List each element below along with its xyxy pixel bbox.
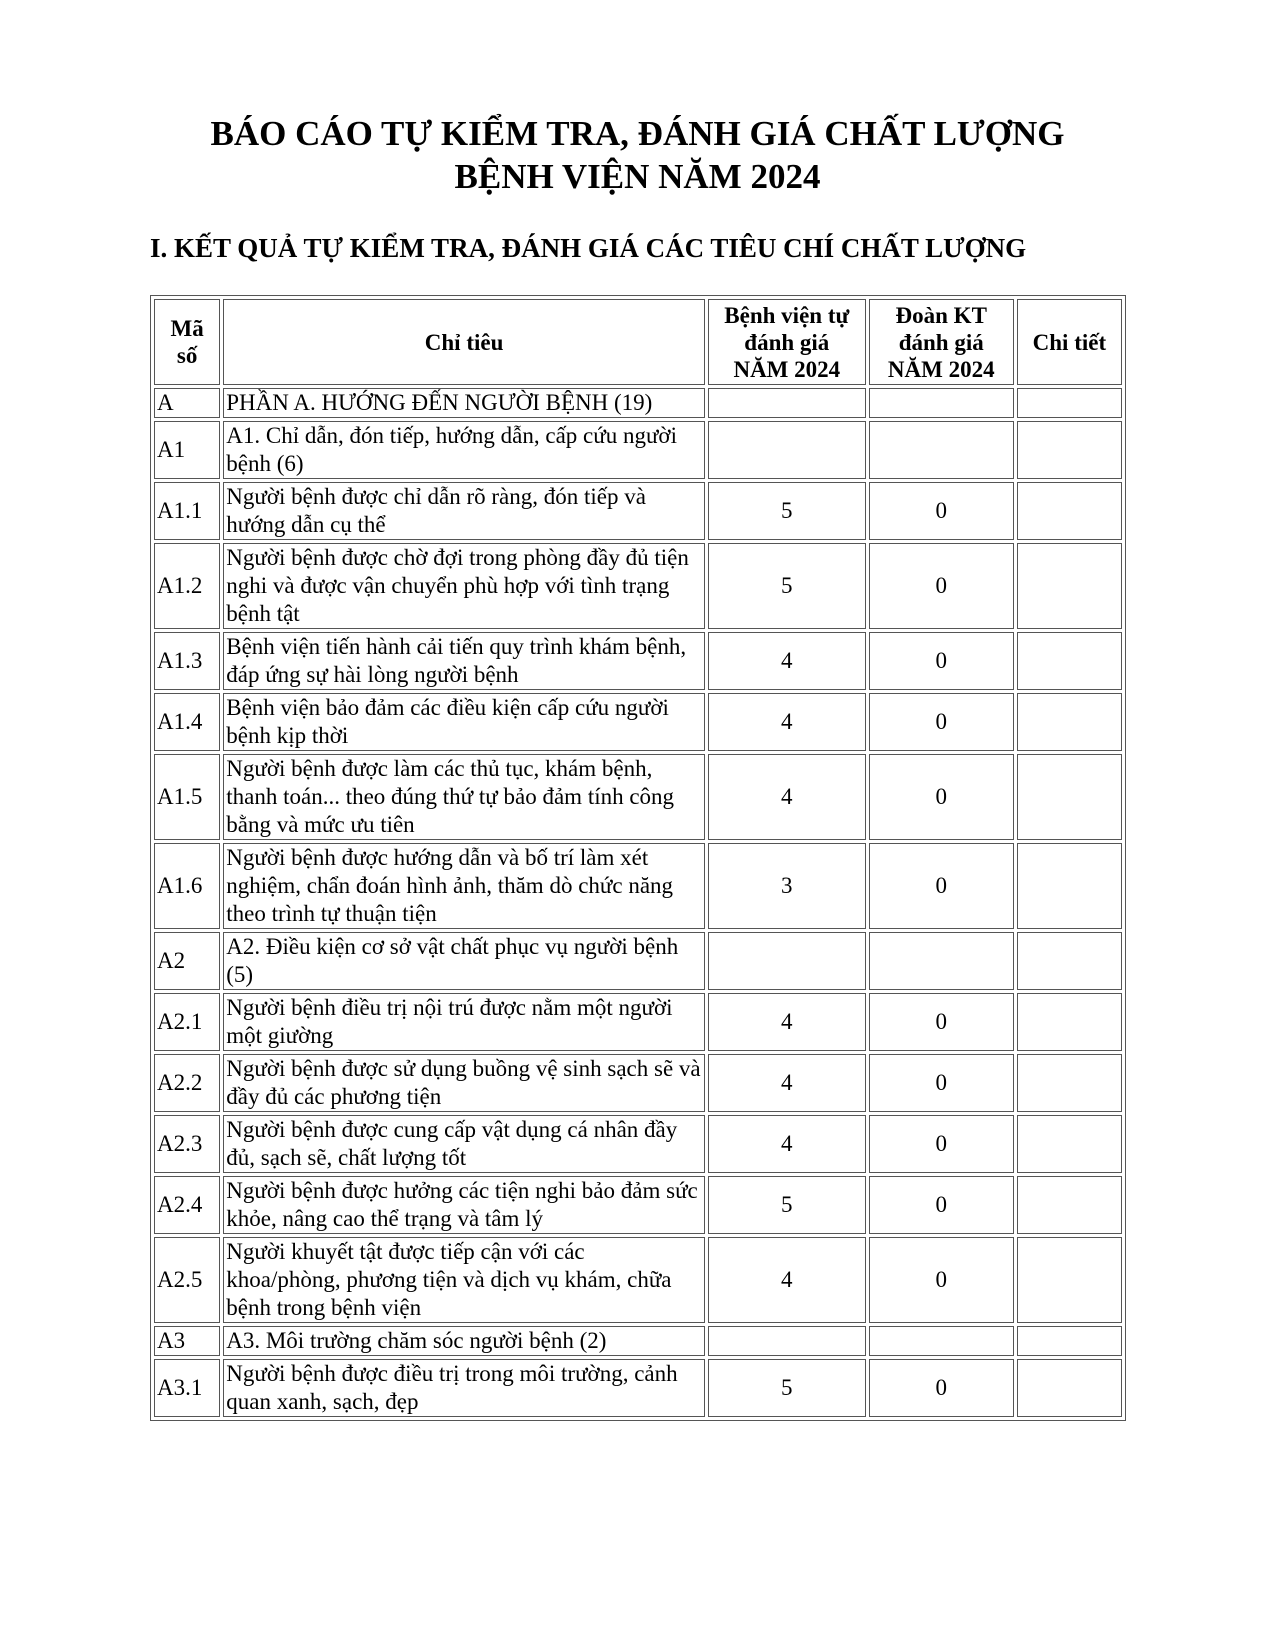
- team-evaluation-score: 0: [869, 754, 1014, 840]
- criterion-code: A1.5: [154, 754, 220, 840]
- detail-cell: [1017, 482, 1122, 540]
- criterion-text: Người bệnh điều trị nội trú được nằm một người một giường: [223, 993, 705, 1051]
- criterion-text: Người bệnh được điều trị trong môi trường, cảnh quan xanh, sạch, đẹp: [223, 1359, 705, 1417]
- self-evaluation-score: 4: [708, 1115, 866, 1173]
- detail-cell: [1017, 421, 1122, 479]
- self-evaluation-score: 3: [708, 843, 866, 929]
- criterion-code: A2: [154, 932, 220, 990]
- team-evaluation-score: 0: [869, 1054, 1014, 1112]
- criterion-code: A1.2: [154, 543, 220, 629]
- self-evaluation-score: 5: [708, 1176, 866, 1234]
- self-evaluation-score: 5: [708, 1359, 866, 1417]
- detail-cell: [1017, 993, 1122, 1051]
- detail-cell: [1017, 543, 1122, 629]
- detail-cell: [1017, 932, 1122, 990]
- self-evaluation-score: 5: [708, 482, 866, 540]
- criterion-code: A2.4: [154, 1176, 220, 1234]
- criterion-text: Người khuyết tật được tiếp cận với các khoa/phòng, phương tiện và dịch vụ khám, chữa bệnh trong bệnh viện: [223, 1237, 705, 1323]
- team-evaluation-score: 0: [869, 843, 1014, 929]
- criterion-code: A2.5: [154, 1237, 220, 1323]
- header-code: Mã số: [154, 299, 220, 385]
- table-row: [154, 1237, 1122, 1323]
- self-evaluation-score: 4: [708, 754, 866, 840]
- header-self-evaluation: Bệnh viện tự đánh giá NĂM 2024: [708, 299, 866, 385]
- detail-cell: [1017, 1326, 1122, 1356]
- criterion-code: A2.1: [154, 993, 220, 1051]
- self-evaluation-score: 4: [708, 632, 866, 690]
- team-evaluation-score: 0: [869, 993, 1014, 1051]
- detail-cell: [1017, 1359, 1122, 1417]
- header-row: [154, 299, 1122, 385]
- detail-cell: [1017, 754, 1122, 840]
- detail-cell: [1017, 693, 1122, 751]
- self-evaluation-score: 4: [708, 993, 866, 1051]
- table-row: [154, 693, 1122, 751]
- detail-cell: [1017, 632, 1122, 690]
- table-row: [154, 1326, 1122, 1356]
- team-evaluation-score: 0: [869, 482, 1014, 540]
- criterion-text: Người bệnh được hưởng các tiện nghi bảo đảm sức khỏe, nâng cao thể trạng và tâm lý: [223, 1176, 705, 1234]
- team-evaluation-score: 0: [869, 1176, 1014, 1234]
- criterion-code: A1: [154, 421, 220, 479]
- team-evaluation-score: [869, 1326, 1014, 1356]
- criterion-text: Người bệnh được chờ đợi trong phòng đầy đủ tiện nghi và được vận chuyển phù hợp với tình trạng bệnh tật: [223, 543, 705, 629]
- table-row: [154, 843, 1122, 929]
- header-team-evaluation: Đoàn KT đánh giá NĂM 2024: [869, 299, 1014, 385]
- table-row: [154, 1054, 1122, 1112]
- criterion-code: A2.2: [154, 1054, 220, 1112]
- self-evaluation-score: 4: [708, 1237, 866, 1323]
- team-evaluation-score: 0: [869, 632, 1014, 690]
- table-row: [154, 993, 1122, 1051]
- criterion-text: Bệnh viện bảo đảm các điều kiện cấp cứu người bệnh kịp thời: [223, 693, 705, 751]
- table-row: [154, 421, 1122, 479]
- detail-cell: [1017, 388, 1122, 418]
- criterion-code: A3: [154, 1326, 220, 1356]
- team-evaluation-score: [869, 388, 1014, 418]
- criterion-text: Bệnh viện tiến hành cải tiến quy trình khám bệnh, đáp ứng sự hài lòng người bệnh: [223, 632, 705, 690]
- criteria-table: [150, 295, 1126, 1421]
- table-row: [154, 388, 1122, 418]
- criterion-text: Người bệnh được cung cấp vật dụng cá nhân đầy đủ, sạch sẽ, chất lượng tốt: [223, 1115, 705, 1173]
- table-row: [154, 1359, 1122, 1417]
- self-evaluation-score: 4: [708, 1054, 866, 1112]
- table-row: [154, 543, 1122, 629]
- criterion-text: PHẦN A. HƯỚNG ĐẾN NGƯỜI BỆNH (19): [223, 388, 705, 418]
- detail-cell: [1017, 1237, 1122, 1323]
- detail-cell: [1017, 843, 1122, 929]
- team-evaluation-score: 0: [869, 1237, 1014, 1323]
- table-row: [154, 932, 1122, 990]
- self-evaluation-score: 4: [708, 693, 866, 751]
- self-evaluation-score: [708, 932, 866, 990]
- team-evaluation-score: 0: [869, 693, 1014, 751]
- team-evaluation-score: 0: [869, 1115, 1014, 1173]
- table-row: [154, 632, 1122, 690]
- header-detail: Chi tiết: [1017, 299, 1122, 385]
- self-evaluation-score: [708, 421, 866, 479]
- criterion-code: A1.1: [154, 482, 220, 540]
- criterion-text: Người bệnh được hướng dẫn và bố trí làm xét nghiệm, chẩn đoán hình ảnh, thăm dò chức năng theo trình tự thuận tiện: [223, 843, 705, 929]
- self-evaluation-score: [708, 388, 866, 418]
- table-row: [154, 1115, 1122, 1173]
- criterion-text: Người bệnh được chỉ dẫn rõ ràng, đón tiếp và hướng dẫn cụ thể: [223, 482, 705, 540]
- header-criterion: Chỉ tiêu: [223, 299, 705, 385]
- table-row: [154, 1176, 1122, 1234]
- section-heading: I. KẾT QUẢ TỰ KIỂM TRA, ĐÁNH GIÁ CÁC TIÊU CHÍ CHẤT LƯỢNG: [150, 233, 1027, 263]
- report-title-line-1: BÁO CÁO TỰ KIỂM TRA, ĐÁNH GIÁ CHẤT LƯỢNG: [210, 114, 1065, 153]
- criterion-code: A1.4: [154, 693, 220, 751]
- criterion-text: Người bệnh được sử dụng buồng vệ sinh sạch sẽ và đầy đủ các phương tiện: [223, 1054, 705, 1112]
- team-evaluation-score: 0: [869, 1359, 1014, 1417]
- criterion-code: A1.3: [154, 632, 220, 690]
- self-evaluation-score: 5: [708, 543, 866, 629]
- criterion-text: Người bệnh được làm các thủ tục, khám bệnh, thanh toán... theo đúng thứ tự bảo đảm tính công bằng và mức ưu tiên: [223, 754, 705, 840]
- detail-cell: [1017, 1054, 1122, 1112]
- team-evaluation-score: [869, 932, 1014, 990]
- self-evaluation-score: [708, 1326, 866, 1356]
- table-row: [154, 482, 1122, 540]
- criterion-text: A3. Môi trường chăm sóc người bệnh (2): [223, 1326, 705, 1356]
- criterion-code: A2.3: [154, 1115, 220, 1173]
- criterion-text: A2. Điều kiện cơ sở vật chất phục vụ người bệnh (5): [223, 932, 705, 990]
- report-title-line-2: BỆNH VIỆN NĂM 2024: [454, 157, 821, 196]
- criterion-code: A: [154, 388, 220, 418]
- criterion-text: A1. Chỉ dẫn, đón tiếp, hướng dẫn, cấp cứu người bệnh (6): [223, 421, 705, 479]
- table-row: [154, 754, 1122, 840]
- detail-cell: [1017, 1115, 1122, 1173]
- team-evaluation-score: [869, 421, 1014, 479]
- team-evaluation-score: 0: [869, 543, 1014, 629]
- criterion-code: A1.6: [154, 843, 220, 929]
- detail-cell: [1017, 1176, 1122, 1234]
- report-title: [0, 112, 1275, 198]
- criterion-code: A3.1: [154, 1359, 220, 1417]
